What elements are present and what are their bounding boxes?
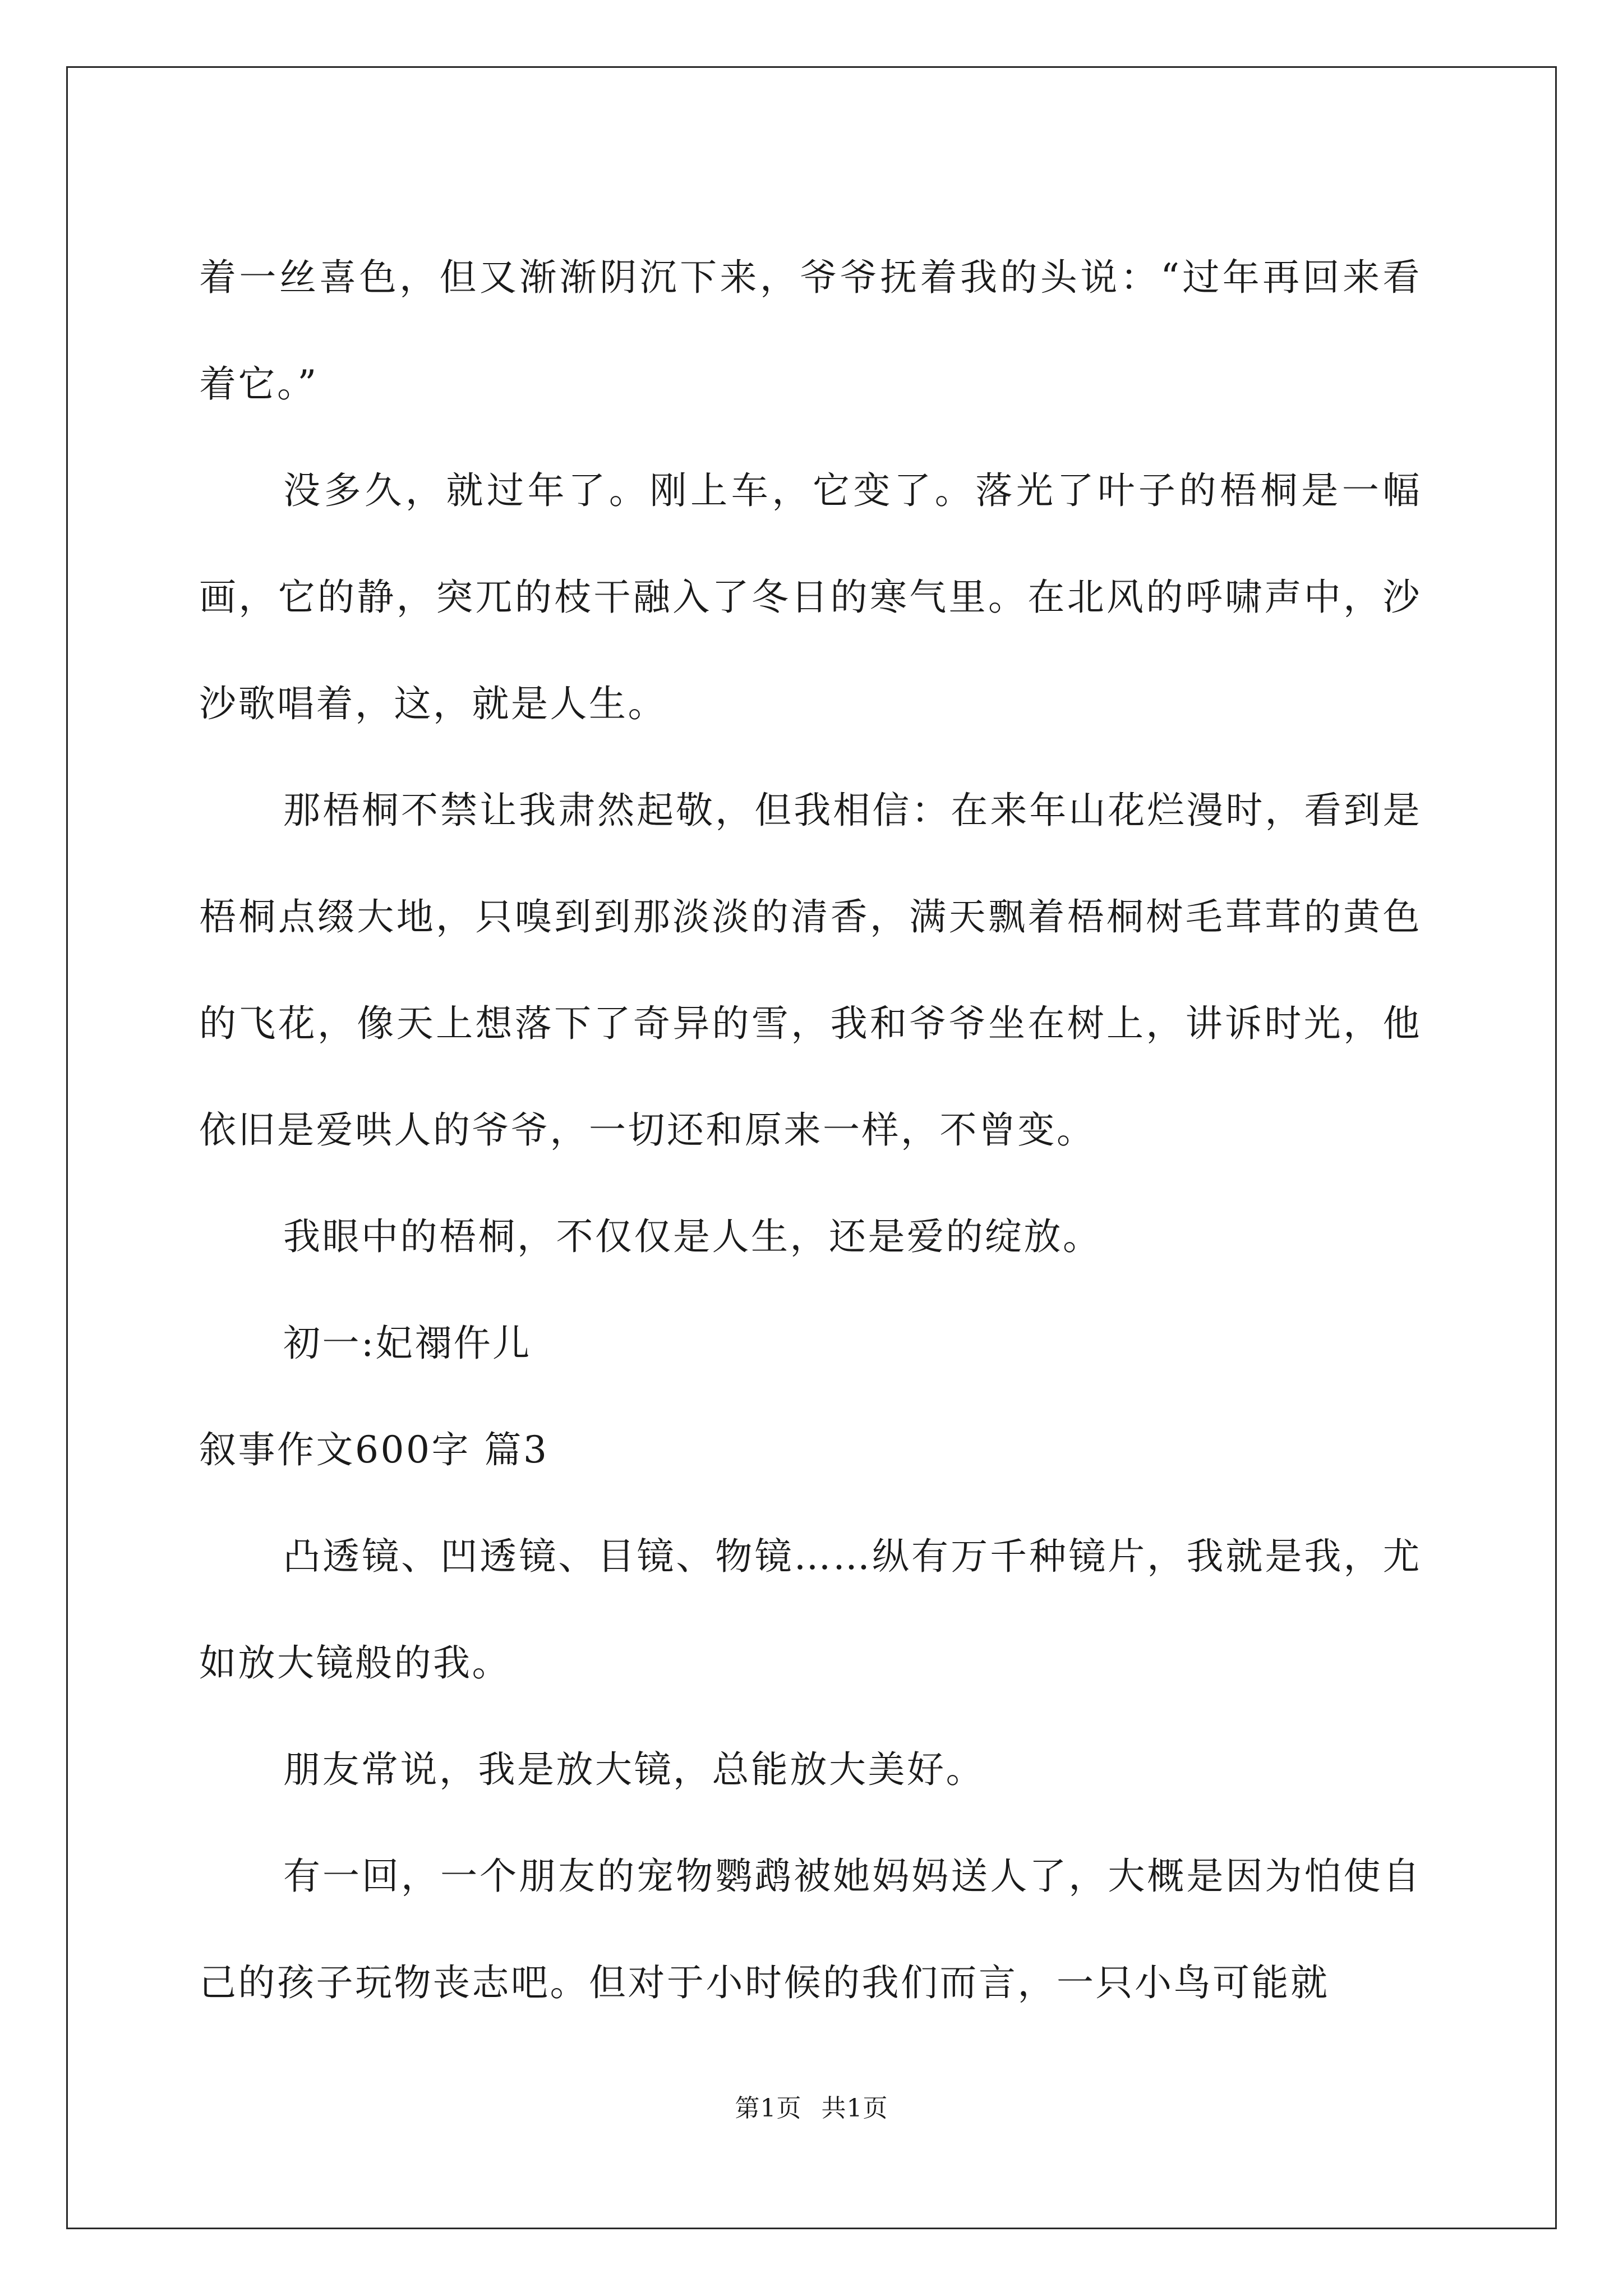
author-line: 初一:妃禤仵儿 [283,1322,532,1365]
paragraph: 凸透镜、凹透镜、目镜、物镜……纵有万千种镜片，我就是我，尤如放大镜般的我。 [199,1535,1422,1685]
paragraph: 有一回，一个朋友的宠物鹦鹉被她妈妈送人了，大概是因为怕使自己的孩子玩物丧志吧。但对于小时候的我们而言，一只小鸟可能就 [199,1855,1422,2004]
page-number-total: 共1页 [821,2094,888,2123]
paragraph: 朋友常说，我是放大镜，总能放大美好。 [283,1748,985,1791]
page-footer [0,2088,1623,2124]
paragraph: 那梧桐不禁让我肃然起敬，但我相信：在来年山花烂漫时，看到是梧桐点缀大地，只嗅到到那淡淡的清香，满天飘着梧桐树毛茸茸的黄色的飞花，像天上想落下了奇异的雪，我和爷爷坐在树上，讲诉时光，他依旧是爱哄人的爷爷，一切还和原来一样，不曾变。 [199,789,1422,1152]
page-number-current: 第1页 [735,2094,802,2123]
section-heading: 叙事作文600字 篇3 [199,1428,549,1471]
document-body [199,224,1422,2036]
paragraph: 没多久，就过年了。刚上车，它变了。落光了叶子的梧桐是一幅画，它的静，突兀的枝干融入了冬日的寒气里。在北风的呼啸声中，沙沙歌唱着，这，就是人生。 [199,469,1422,725]
paragraph: 着一丝喜色，但又渐渐阴沉下来，爷爷抚着我的头说：“过年再回来看着它。” [199,256,1422,406]
paragraph: 我眼中的梧桐，不仅仅是人生，还是爱的绽放。 [283,1215,1102,1258]
